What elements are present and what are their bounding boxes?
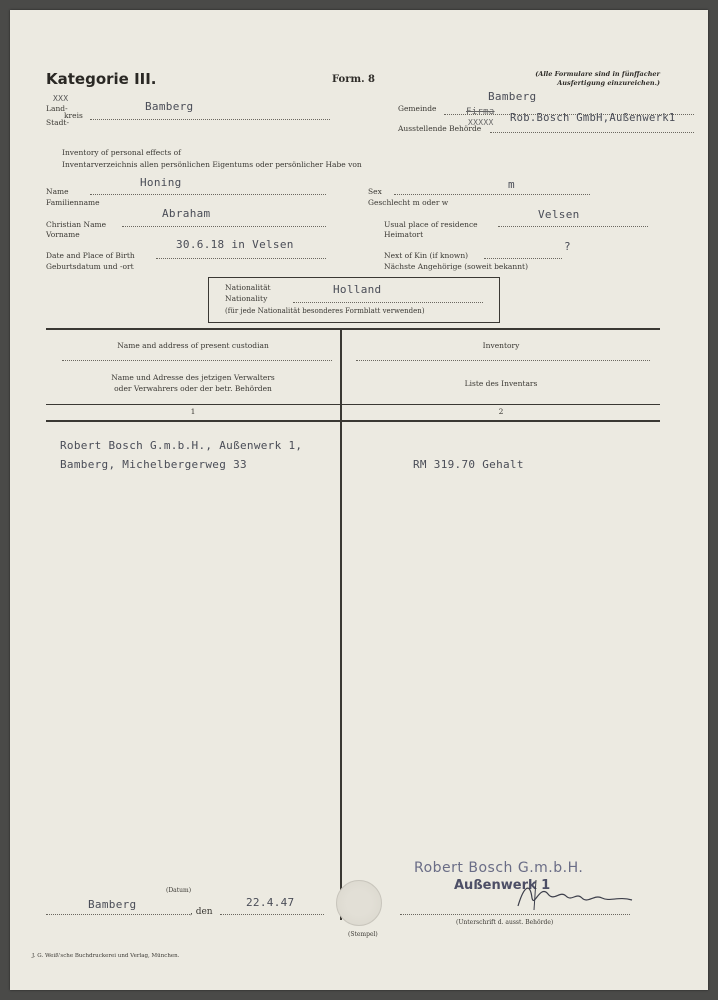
name-label-de: Familienname	[46, 198, 100, 207]
sex-label-en: Sex	[368, 187, 382, 196]
printer-imprint: J. G. Weiß'sche Buchdruckerei und Verlag, München.	[32, 953, 180, 959]
place-line	[46, 914, 190, 915]
date-line	[220, 914, 324, 915]
company-stamp: Robert Bosch G.m.b.H.	[414, 860, 584, 876]
gemeinde-value: Bamberg	[488, 90, 537, 103]
residence-value: Velsen	[538, 208, 580, 221]
col2-number: 2	[498, 407, 504, 416]
nationality-note: (für jede Nationalität besonderes Formblatt verwenden)	[225, 307, 425, 315]
nationality-value: Holland	[333, 283, 382, 296]
birth-label-en: Date and Place of Birth	[46, 251, 135, 260]
custodian-line2: Bamberg, Michelbergerweg 33	[60, 458, 247, 471]
birth-label-de: Geburtsdatum und -ort	[46, 262, 134, 271]
gemeinde-label: Gemeinde	[398, 104, 437, 113]
stadt-label: Stadt-	[46, 118, 69, 127]
kin-label-en: Next of Kin (if known)	[384, 251, 469, 260]
kin-line	[484, 258, 562, 259]
behoerde-struck: XXXXX	[468, 118, 494, 127]
behoerde-line	[490, 132, 694, 133]
table-header-bottom-rule	[46, 420, 660, 422]
struck-prefix: XXX	[53, 94, 69, 103]
behoerde-value: Rob.Bosch GmbH,Außenwerk1	[510, 112, 676, 124]
col1-heading-line	[62, 360, 332, 361]
gemeinde-struck: Firma	[466, 107, 495, 117]
stamp-caption: (Stempel)	[348, 931, 378, 938]
seal-stamp-image	[336, 880, 382, 926]
form-sheet	[10, 10, 708, 990]
kreis-value: Bamberg	[145, 100, 194, 113]
signature-image	[510, 876, 640, 916]
nationality-line	[293, 302, 483, 303]
col2-heading-en: Inventory	[482, 341, 520, 350]
kreis-label: kreis	[64, 111, 83, 120]
residence-label-de: Heimatort	[384, 230, 424, 239]
birth-value: 30.6.18 in Velsen	[176, 238, 294, 251]
col2-heading-de: Liste des Inventars	[464, 379, 538, 388]
col2-heading-line	[356, 360, 650, 361]
date-caption: (Datum)	[166, 887, 192, 894]
signature-caption: (Unterschrift d. ausst. Behörde)	[456, 919, 554, 926]
residence-line	[498, 226, 648, 227]
kin-value: ?	[564, 240, 571, 253]
nationality-label-de: Nationalität	[225, 283, 271, 292]
nationality-box	[208, 277, 500, 323]
category-title: Kategorie III.	[46, 70, 157, 88]
submission-note-line1: (Alle Formulare sind in fünffacher	[535, 70, 660, 78]
land-label: Land-	[46, 104, 68, 113]
den-label: , den	[190, 907, 213, 917]
col1-heading-en: Name and address of present custodian	[117, 341, 269, 350]
date-value: 22.4.47	[246, 896, 295, 909]
inventory-entry: RM 319.70 Gehalt	[413, 458, 524, 471]
form-number: Form. 8	[332, 74, 375, 85]
submission-note-line2: Ausfertigung einzureichen.)	[557, 79, 660, 87]
place-value: Bamberg	[88, 898, 137, 911]
sex-label-de: Geschlecht m oder w	[368, 198, 449, 207]
col1-heading-de-1: Name und Adresse des jetzigen Verwalters	[111, 373, 275, 382]
sex-value: m	[508, 178, 515, 191]
birth-line	[156, 258, 326, 259]
inventory-title-de: Inventarverzeichnis allen persönlichen Eigentums oder persönlicher Habe von	[62, 160, 362, 169]
name-line	[90, 194, 326, 195]
table-column-divider	[340, 328, 342, 920]
sex-line	[394, 194, 590, 195]
table-number-rule	[46, 404, 660, 405]
christian-label-en: Christian Name	[46, 220, 107, 229]
name-value: Honing	[140, 176, 182, 189]
christian-label-de: Vorname	[46, 230, 80, 239]
christian-value: Abraham	[162, 207, 211, 220]
kin-label-de: Nächste Angehörige (soweit bekannt)	[384, 262, 528, 271]
inventory-title-en: Inventory of personal effects of	[62, 148, 181, 157]
signature-line	[400, 914, 630, 915]
col1-number: 1	[190, 407, 196, 416]
custodian-line1: Robert Bosch G.m.b.H., Außenwerk 1,	[60, 439, 303, 452]
christian-line	[122, 226, 326, 227]
nationality-label-en: Nationality	[225, 294, 268, 303]
company-stamp-department: Außenwerk 1	[454, 878, 551, 893]
table-top-rule	[46, 328, 660, 330]
kreis-line	[90, 119, 330, 120]
name-label-en: Name	[46, 187, 69, 196]
residence-label-en: Usual place of residence	[384, 220, 478, 229]
col1-heading-de-2: oder Verwahrers oder der betr. Behörden	[114, 384, 272, 393]
submission-note	[500, 70, 660, 88]
behoerde-label: Ausstellende Behörde	[398, 124, 482, 133]
